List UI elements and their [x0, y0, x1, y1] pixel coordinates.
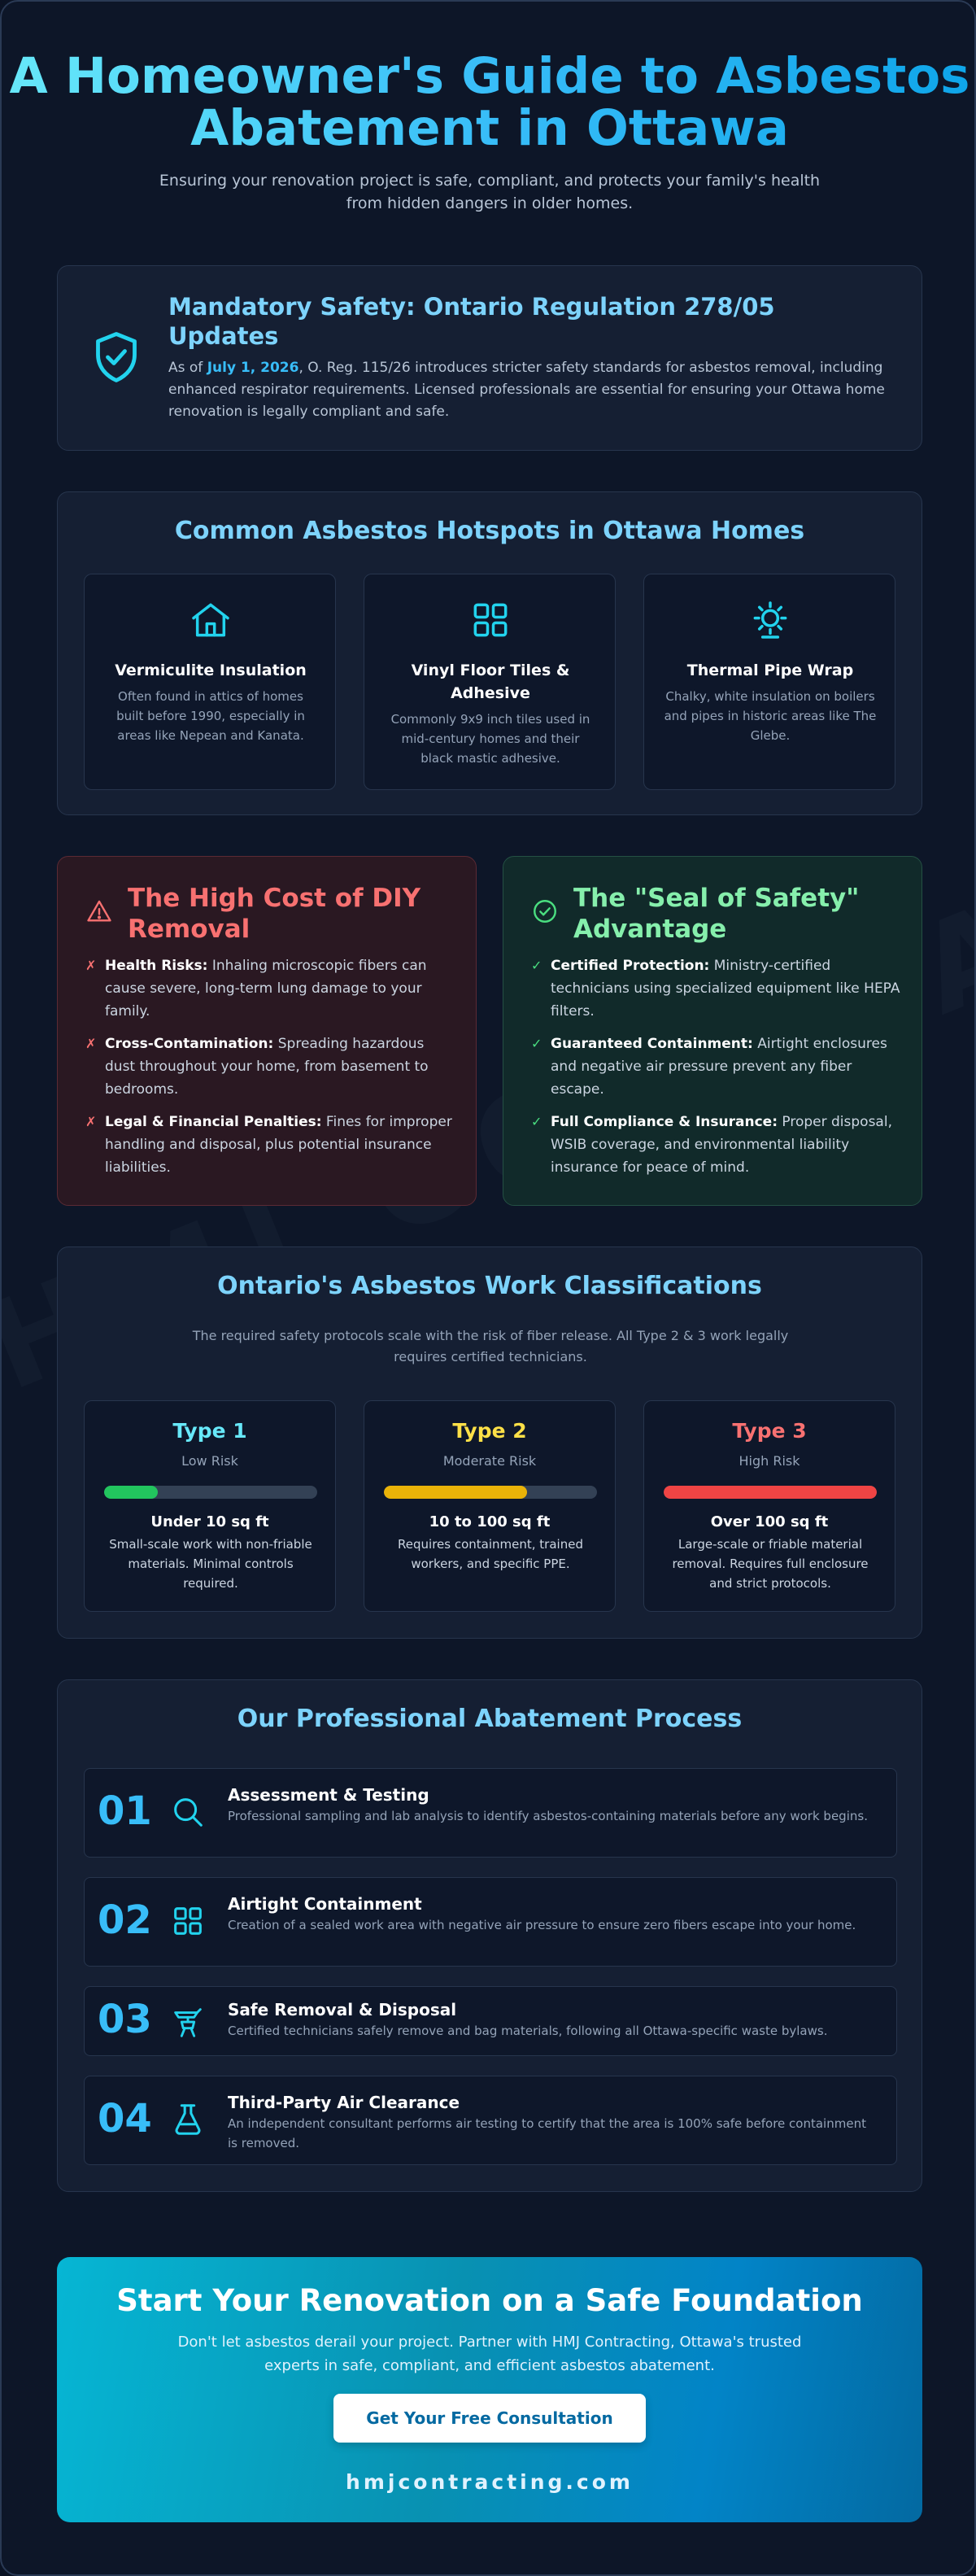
type-risk: Low Risk	[181, 1453, 238, 1469]
hotspot-title: Thermal Pipe Wrap	[686, 661, 854, 679]
hotspot-desc: Often found in attics of homes built before 1990, especially in areas like Nepean and Kanata.	[116, 689, 305, 743]
type-risk: Moderate Risk	[442, 1453, 537, 1469]
cta-body: Don't let asbestos derail your project. Partner with HMJ Contracting, Ottawa's trusted experts in safe, compliant, and efficient asbestos abatement.	[177, 2334, 802, 2374]
flask-icon	[169, 2101, 207, 2138]
type-range: 10 to 100 sq ft	[429, 1513, 551, 1530]
classifications-desc: The required safety protocols scale with the risk of fiber release. All Type 2 & 3 work legally requires certified technicians.	[192, 1328, 789, 1364]
risk-bar	[104, 1486, 317, 1499]
x-mark-icon: ✗	[85, 1114, 97, 1129]
hero	[2, 47, 976, 215]
type-range: Over 100 sq ft	[710, 1513, 829, 1530]
risk-bar-fill	[384, 1486, 527, 1499]
step-title: Airtight Containment	[228, 1894, 422, 1914]
regulation-title: Mandatory Safety: Ontario Regulation 278/05 Updates	[168, 293, 775, 350]
step-desc: Professional sampling and lab analysis to identify asbestos-containing materials before any work begins.	[228, 1809, 868, 1823]
seal-title: The "Seal of Safety" Advantage	[573, 884, 860, 944]
cta-title: Start Your Renovation on a Safe Foundation	[116, 2283, 863, 2318]
step-desc: Certified technicians safely remove and bag materials, following all Ottawa-specific waste bylaws.	[228, 2024, 828, 2038]
type-name: Type 1	[172, 1419, 247, 1443]
type-card-3	[643, 1400, 895, 1612]
risk-bar	[664, 1486, 877, 1499]
diy-point: Legal & Financial Penalties: Fines for improper handling and disposal, plus potential insurance liabilities.	[105, 1114, 452, 1176]
hotspots-title: Common Asbestos Hotspots in Ottawa Homes	[174, 517, 805, 545]
process-step-3	[84, 1986, 897, 2056]
step-desc: An independent consultant performs air testing to certify that the area is 100% safe before containment is removed.	[228, 2116, 866, 2150]
risk-bar	[384, 1486, 597, 1499]
diy-point: Health Risks: Inhaling microscopic fibers can cause severe, long-term lung damage to your family.	[105, 958, 427, 1019]
process-section	[57, 1679, 922, 2192]
seal-point: Certified Protection: Ministry-certified technicians using specialized equipment like HEPA filters.	[551, 958, 900, 1019]
house-icon	[188, 597, 233, 643]
check-circle-icon	[531, 897, 559, 925]
step-number: 03	[98, 1997, 152, 2042]
hazmat-worker-icon	[169, 2003, 207, 2041]
page-subtitle: Ensuring your renovation project is safe, compliant, and protects your family's health from hidden dangers in older homes.	[159, 172, 821, 212]
warning-triangle-icon	[85, 897, 113, 925]
regulation-body: As of July 1, 2026, O. Reg. 115/26 introduces stricter safety standards for asbestos removal, including enhanced respirator requirements. Licensed professionals are essential for ensuring your Ottawa home renovation is legally compliant and safe.	[168, 360, 885, 420]
type-desc: Large-scale or friable material removal. Requires full enclosure and strict protocols.	[672, 1537, 869, 1591]
type-card-1	[84, 1400, 336, 1612]
process-step-4	[84, 2076, 897, 2165]
risk-bar-fill	[104, 1486, 158, 1499]
hotspot-title: Vinyl Floor Tiles & Adhesive	[411, 661, 570, 702]
hotspot-desc: Chalky, white insulation on boilers and pipes in historic areas like The Glebe.	[664, 689, 877, 743]
hotspot-card-vermiculite	[84, 574, 336, 790]
hotspot-card-pipe-wrap	[643, 574, 895, 790]
diy-risks-panel	[57, 856, 477, 1206]
hotspots-section	[57, 491, 922, 815]
hotspot-desc: Commonly 9x9 inch tiles used in mid-century homes and their black mastic adhesive.	[390, 712, 590, 766]
diy-title: The High Cost of DIY Removal	[128, 884, 421, 944]
type-desc: Small-scale work with non-friable materials. Minimal controls required.	[109, 1537, 312, 1591]
step-title: Assessment & Testing	[228, 1785, 429, 1805]
risk-bar-fill	[664, 1486, 877, 1499]
step-number: 02	[98, 1897, 152, 1943]
step-number: 01	[98, 1788, 152, 1834]
website-link[interactable]: hmjcontracting.com	[346, 2470, 634, 2494]
shield-check-icon	[87, 328, 146, 386]
type-desc: Requires containment, trained workers, and specific PPE.	[398, 1537, 583, 1571]
hotspot-title: Vermiculite Insulation	[115, 661, 307, 679]
pipe-sun-icon	[747, 597, 793, 643]
seal-advantage-panel	[503, 856, 922, 1206]
classifications-section	[57, 1247, 922, 1639]
type-risk: High Risk	[739, 1453, 800, 1469]
check-mark-icon: ✓	[531, 1036, 542, 1051]
step-number: 04	[98, 2096, 152, 2142]
step-desc: Creation of a sealed work area with negative air pressure to ensure zero fibers escape into your home.	[228, 1918, 856, 1932]
process-step-2	[84, 1877, 897, 1967]
diy-point: Cross-Contamination: Spreading hazardous dust throughout your home, from basement to bedrooms.	[105, 1036, 429, 1098]
step-title: Third-Party Air Clearance	[228, 2093, 460, 2112]
seal-point: Full Compliance & Insurance: Proper disposal, WSIB coverage, and environmental liability insurance for peace of mind.	[551, 1114, 892, 1176]
x-mark-icon: ✗	[85, 958, 97, 973]
page-title: A Homeowner's Guide to Asbestos Abatement in Ottawa	[2, 50, 976, 155]
process-title: Our Professional Abatement Process	[237, 1705, 743, 1733]
type-name: Type 3	[732, 1419, 807, 1443]
free-consultation-button[interactable]: Get Your Free Consultation	[333, 2394, 646, 2443]
type-card-2	[364, 1400, 616, 1612]
regulation-date: July 1, 2026	[207, 360, 299, 376]
grid-tiles-icon	[169, 1902, 207, 1940]
x-mark-icon: ✗	[85, 1036, 97, 1051]
seal-point: Guaranteed Containment: Airtight enclosures and negative air pressure prevent any fiber escape.	[551, 1036, 887, 1098]
hotspot-card-vinyl-tiles	[364, 574, 616, 790]
type-name: Type 2	[452, 1419, 527, 1443]
regulation-card	[57, 265, 922, 451]
check-mark-icon: ✓	[531, 958, 542, 973]
grid-tiles-icon	[468, 597, 513, 643]
process-step-1	[84, 1768, 897, 1858]
step-title: Safe Removal & Disposal	[228, 2000, 457, 2019]
check-mark-icon: ✓	[531, 1114, 542, 1129]
magnifier-icon	[169, 1793, 207, 1831]
classifications-title: Ontario's Asbestos Work Classifications	[217, 1272, 762, 1300]
cta-banner	[57, 2257, 922, 2522]
type-range: Under 10 sq ft	[150, 1513, 269, 1530]
